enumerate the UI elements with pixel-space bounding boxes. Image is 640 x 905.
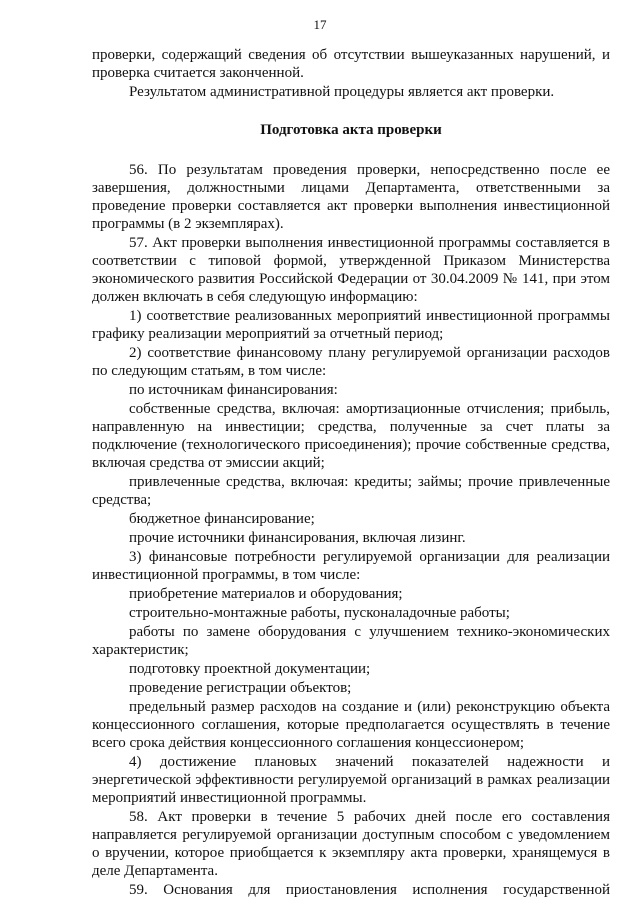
paragraph-subitem-3: 3) финансовые потребности регулируемой организации для реализации инвестиционной программы, в том числе: [92,549,610,583]
paragraph-item-58: 58. Акт проверки в течение 5 рабочих дней после его составления направляется регулируемой организации доступным способом с уведомлением о вручении, которое приобщается к экземпляру акта проверки, хранящемуся в деле Департамента. [92,809,610,879]
paragraph-construction: строительно-монтажные работы, пусконаладочные работы; [129,605,510,621]
paragraph-equipment-replacement: работы по замене оборудования с улучшением технико-экономических характеристик; [92,624,610,658]
paragraph-item-57: 57. Акт проверки выполнения инвестиционной программы составляется в соответствии с типовой формой, утвержденной Приказом Министерства экономического развития Российской Федерации от 30.04.2009 № 141, при этом должен включать в себя следующую информацию: [92,235,610,305]
paragraph-item-59: 59. Основания для приостановления исполнения государственной [129,882,610,898]
page-number: 17 [313,17,327,32]
paragraph-borrowed-funds: привлеченные средства, включая: кредиты; займы; прочие привлеченные средства; [92,474,610,508]
paragraph-subitem-1: 1) соответствие реализованных мероприятий инвестиционной программы графику реализации мероприятий за отчетный период; [92,308,610,342]
paragraph-design-docs: подготовку проектной документации; [129,661,371,677]
paragraph-continuation: проверки, содержащий сведения об отсутствии вышеуказанных нарушений, и проверка считается законченной. [92,47,610,81]
paragraph-concession-limit: предельный размер расходов на создание и (или) реконструкцию объекта концессионного соглашения, которые предполагается осуществлять в течение всего срока действия концессионного соглашения концессионером; [92,699,610,751]
paragraph-subitem-4: 4) достижение плановых значений показателей надежности и энергетической эффективности регулируемой организаций в рамках реализации мероприятий инвестиционной программы. [92,754,610,806]
paragraph-registration: проведение регистрации объектов; [129,680,352,696]
paragraph-result: Результатом административной процедуры является акт проверки. [129,84,555,100]
section-heading: Подготовка акта проверки [260,122,442,138]
paragraph-funding-sources: по источникам финансирования: [129,382,338,398]
paragraph-other-sources: прочие источники финансирования, включая лизинг. [129,530,466,546]
paragraph-own-funds: собственные средства, включая: амортизационные отчисления; прибыль, направленную на инвестиции; средства, полученные за счет платы за подключение (технологического присоединения); прочие собственные средства, включая средства от эмиссии акций; [92,401,610,471]
paragraph-subitem-2: 2) соответствие финансовому плану регулируемой организации расходов по следующим статьям, в том числе: [92,345,610,379]
paragraph-materials: приобретение материалов и оборудования; [129,586,403,602]
document-body [92,46,610,900]
paragraph-budget-funding: бюджетное финансирование; [129,511,315,527]
paragraph-item-56: 56. По результатам проведения проверки, непосредственно после ее завершения, должностными лицами Департамента, ответственными за проведение проверки составляется акт проверки выполнения инвестиционной программы (в 2 экземплярах). [92,162,610,232]
